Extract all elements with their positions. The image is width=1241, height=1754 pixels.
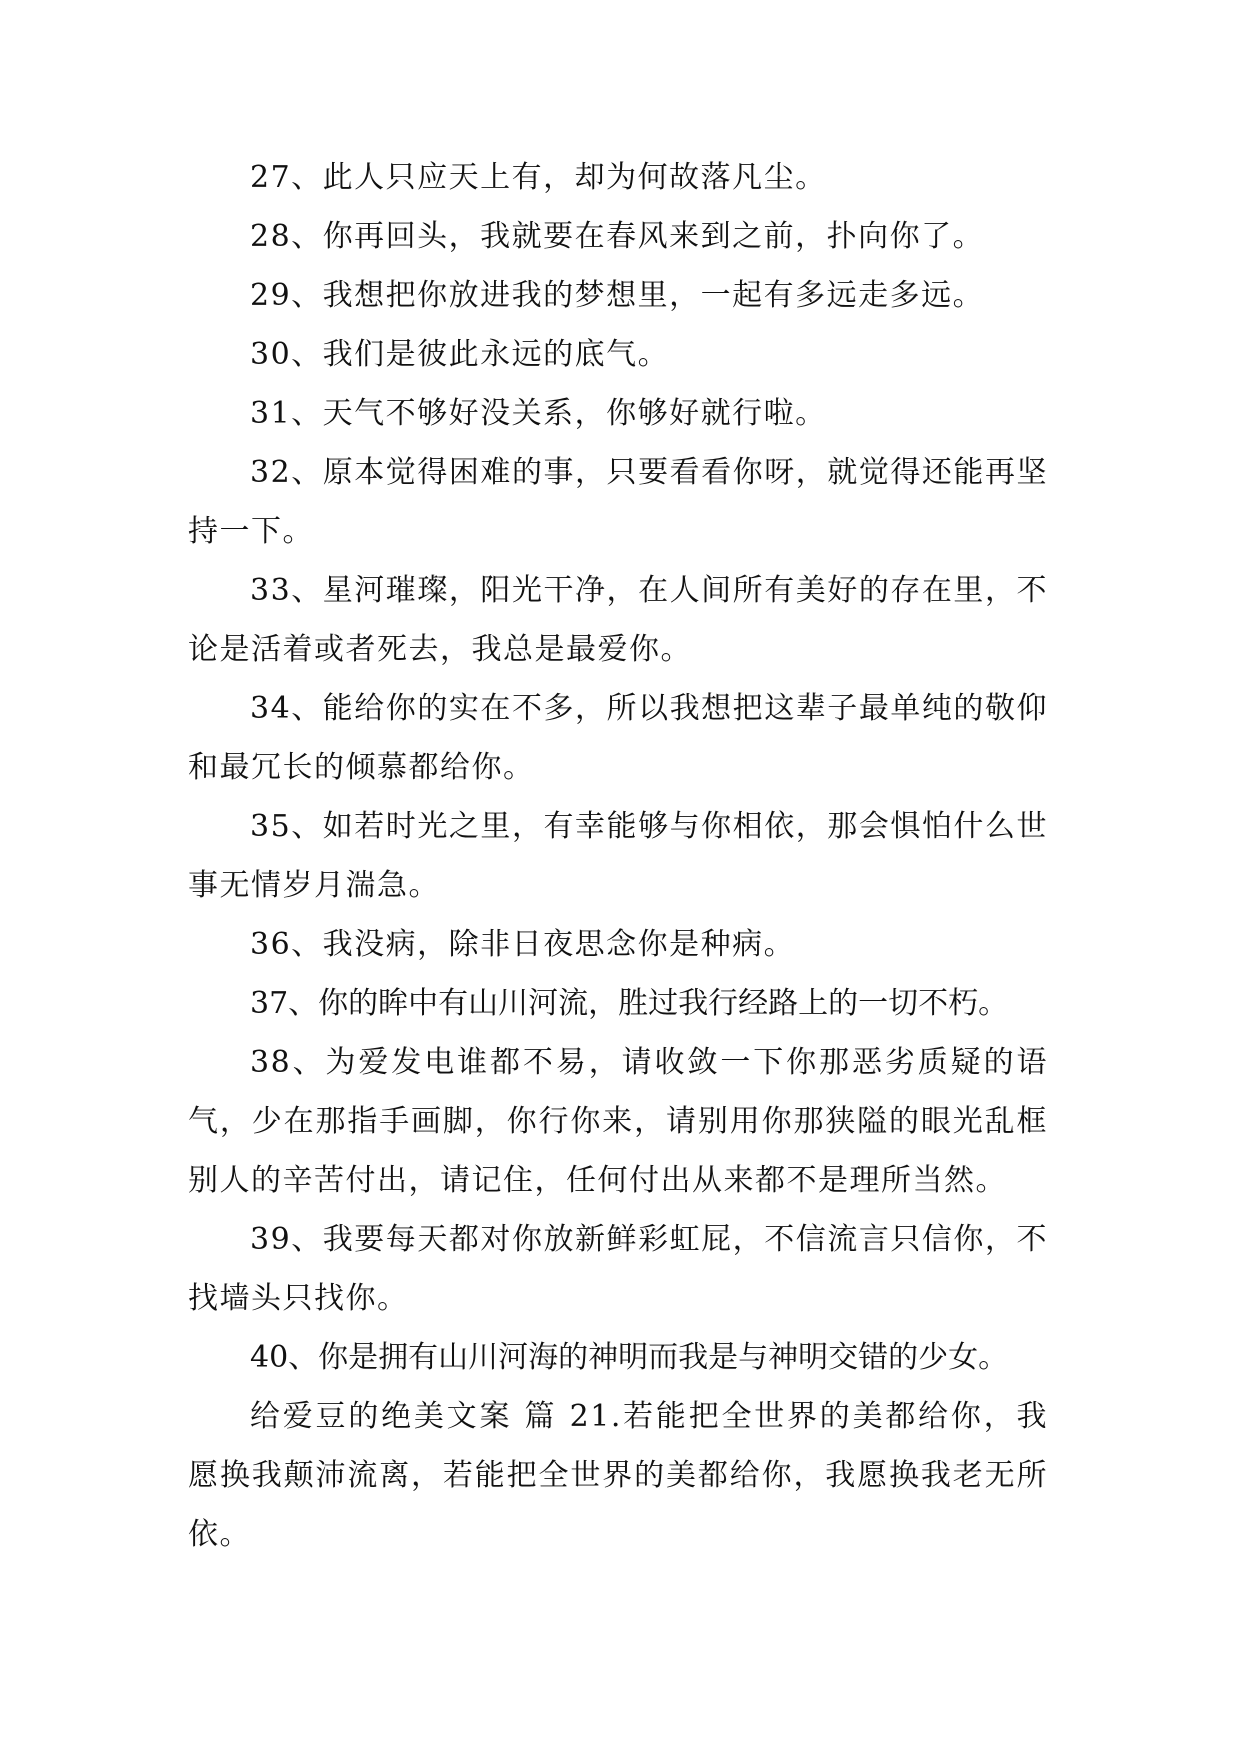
list-item: 28、你再回头，我就要在春风来到之前，扑向你了。 bbox=[250, 219, 985, 254]
list-item: 34、能给你的实在不多，所以我想把这辈子最单纯的敬仰和最冗长的倾慕都给你。 bbox=[188, 691, 1048, 785]
section-paragraph bbox=[188, 1387, 1048, 1564]
section-first-item: 1.若能把全世界的美都给你，我愿换我颠沛流离，若能把全世界的美都给你，我愿换我老无所依。 bbox=[188, 1399, 1048, 1552]
list-item: 29、我想把你放进我的梦想里，一起有多远走多远。 bbox=[250, 278, 985, 313]
list-item: 27、此人只应天上有，却为何故落凡尘。 bbox=[250, 160, 827, 195]
section-heading: 给爱豆的绝美文案 篇 2 bbox=[250, 1399, 591, 1434]
list-item: 40、你是拥有山川河海的神明而我是与神明交错的少女。 bbox=[250, 1340, 1009, 1375]
document-body bbox=[188, 148, 1048, 1564]
list-item: 37、你的眸中有山川河流，胜过我行经路上的一切不朽。 bbox=[250, 986, 1009, 1021]
list-item: 30、我们是彼此永远的底气。 bbox=[250, 337, 670, 372]
list-item: 36、我没病，除非日夜思念你是种病。 bbox=[250, 927, 796, 962]
list-item: 31、天气不够好没关系，你够好就行啦。 bbox=[250, 396, 827, 431]
list-item: 32、原本觉得困难的事，只要看看你呀，就觉得还能再坚持一下。 bbox=[188, 455, 1048, 549]
list-item: 35、如若时光之里，有幸能够与你相依，那会惧怕什么世事无情岁月湍急。 bbox=[188, 809, 1048, 903]
list-item: 39、我要每天都对你放新鲜彩虹屁，不信流言只信你，不找墙头只找你。 bbox=[188, 1222, 1048, 1316]
list-item: 38、为爱发电谁都不易，请收敛一下你那恶劣质疑的语气，少在那指手画脚，你行你来，请别用你那狭隘的眼光乱框别人的辛苦付出，请记住，任何付出从来都不是理所当然。 bbox=[188, 1045, 1048, 1198]
list-item: 33、星河璀璨，阳光干净，在人间所有美好的存在里，不论是活着或者死去，我总是最爱你。 bbox=[188, 573, 1048, 667]
